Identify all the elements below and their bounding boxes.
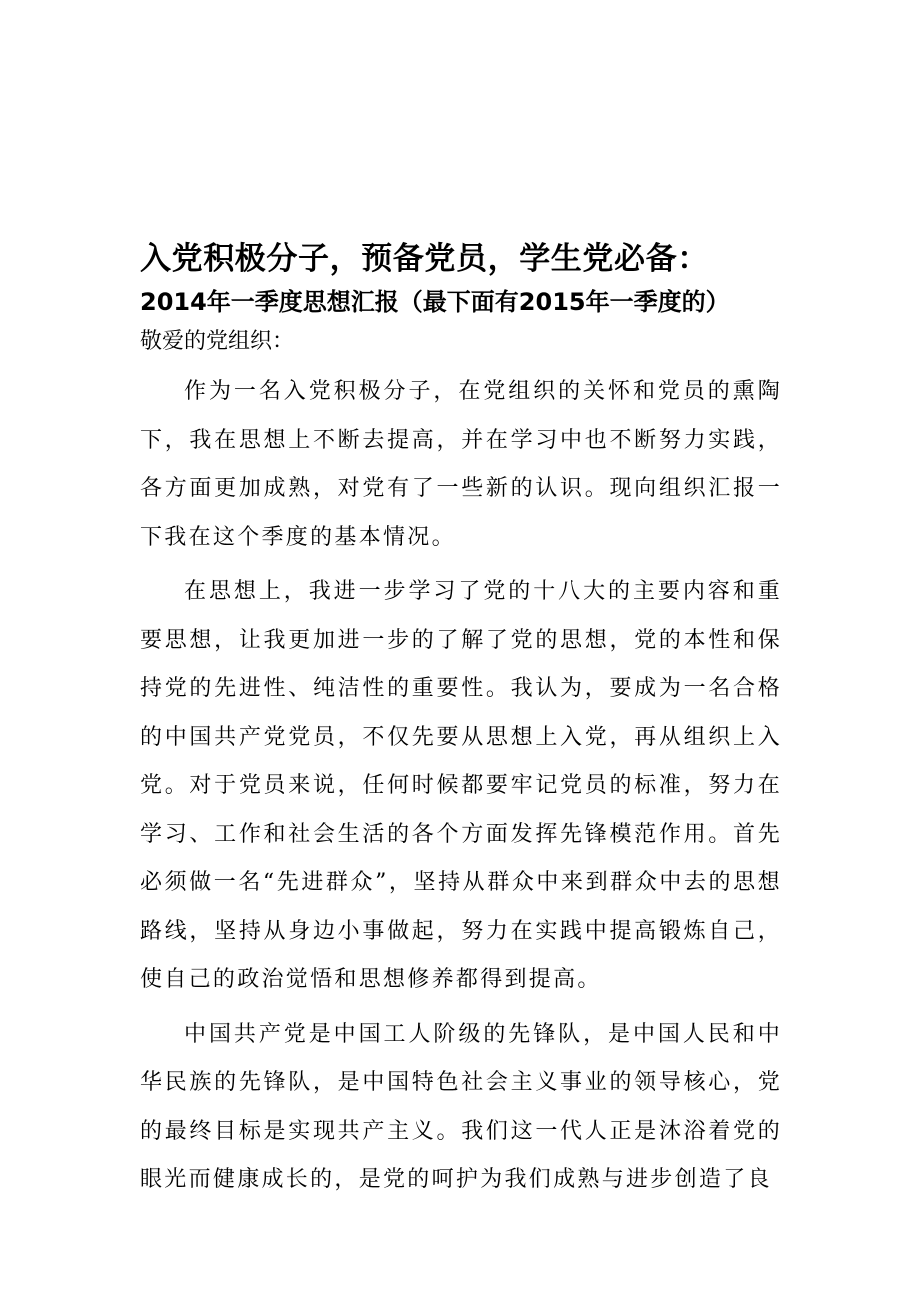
document-title: 入党积极分子，预备党员，学生党必备：: [140, 241, 709, 277]
paragraph-3: 中国共产党是中国工人阶级的先锋队，是中国人民和中华民族的先锋队，是中国特色社会主义事业的领导核心，党的最终目标是实现共产主义。我们这一代人正是沐浴着党的眼光而健康成长的，是党的呵护为我们成熟与进步创造了良: [140, 1021, 782, 1192]
document-body: [140, 236, 782, 1211]
paragraph-2: 在思想上，我进一步学习了党的十八大的主要内容和重要思想，让我更加进一步的了解了党的思想，党的本性和保持党的先进性、纯洁性的重要性。我认为，要成为一名合格的中国共产党党员，不仅先要从思想上入党，再从组织上入党。对于党员来说，任何时候都要牢记党员的标准，努力在学习、工作和社会生活的各个方面发挥先锋模范作用。首先必须做一名“先进群众”，坚持从群众中来到群众中去的思想路线，坚持从身边小事做起，努力在实践中提高锻炼自己，使自己的政治觉悟和思想修养都得到提高。: [140, 579, 782, 992]
document-subtitle: 2014年一季度思想汇报（最下面有2015年一季度的）: [140, 288, 730, 316]
salutation: 敬爱的党组织：: [140, 329, 295, 354]
paragraph-1: 作为一名入党积极分子，在党组织的关怀和党员的熏陶下，我在思想上不断去提高，并在学习中也不断努力实践，各方面更加成熟，对党有了一些新的认识。现向组织汇报一下我在这个季度的基本情况。: [140, 379, 782, 550]
